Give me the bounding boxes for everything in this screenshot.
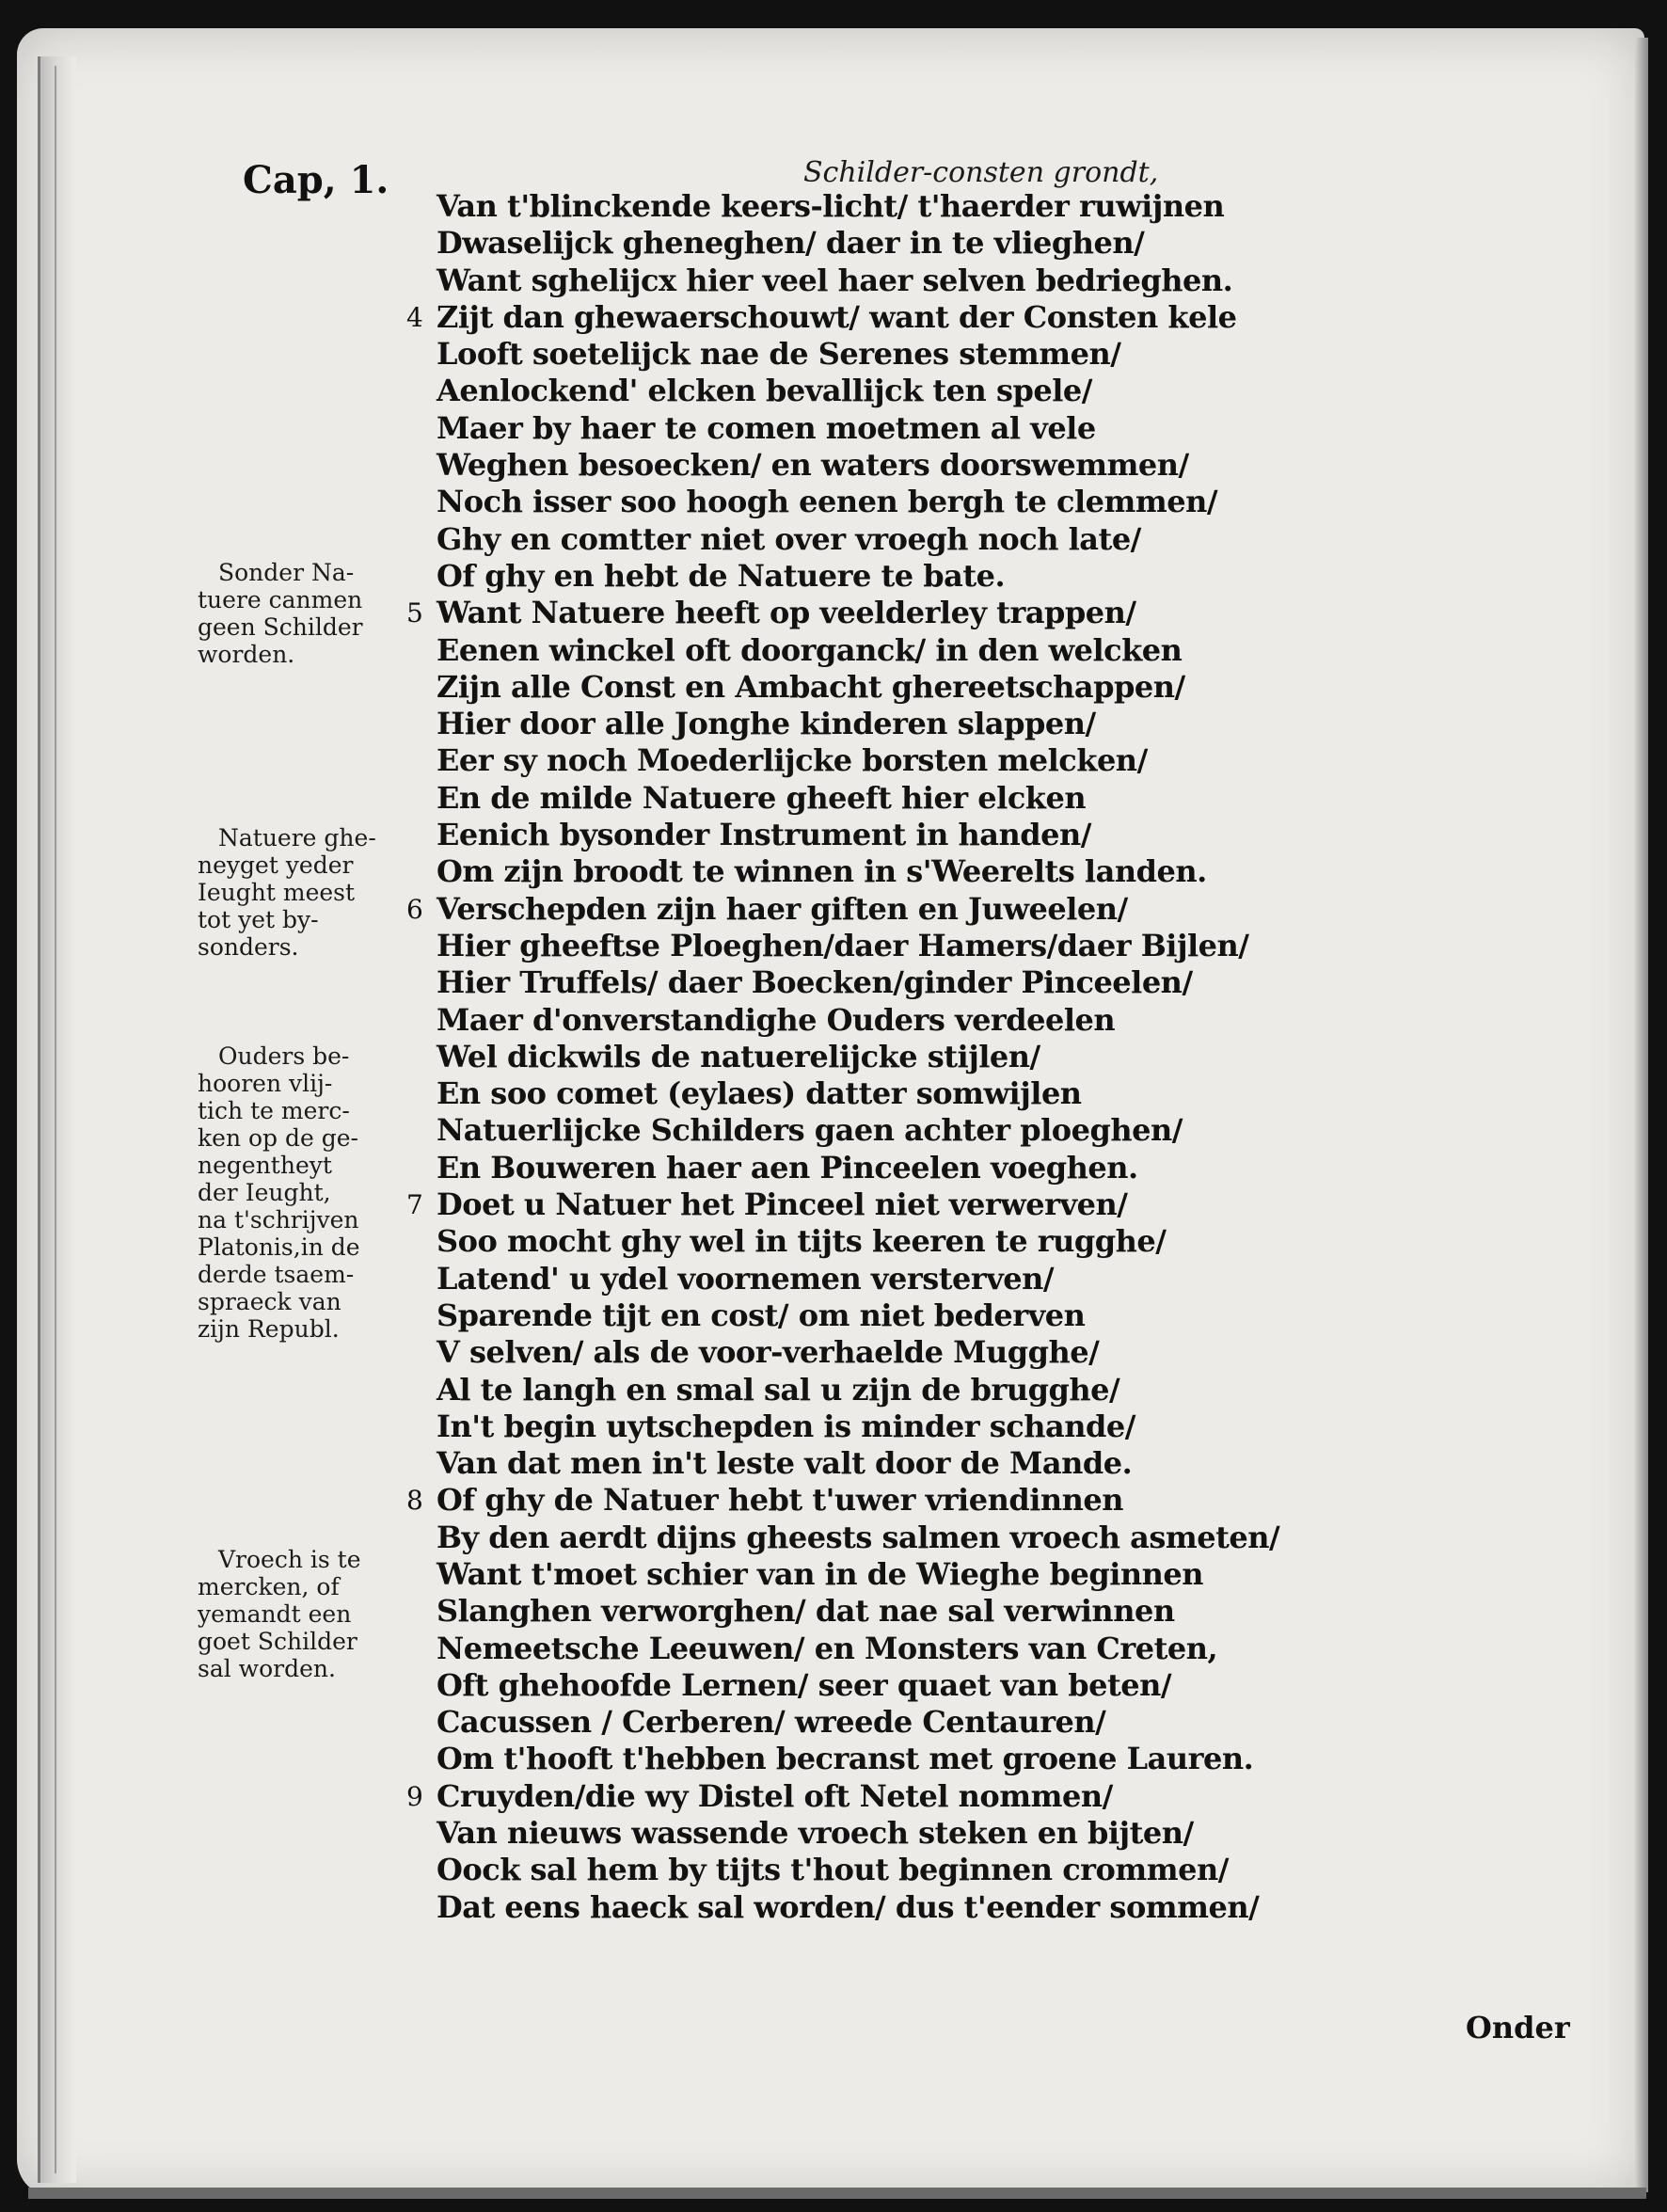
verse-line: [374, 1889, 1296, 1926]
verse-text: Looft soetelijck nae de Serenes stemmen/: [437, 336, 1121, 373]
verse-line: [374, 188, 1296, 225]
margin-note-line: neyget yeder: [198, 851, 354, 879]
verse-text: Slanghen verworghen/ dat nae sal verwinnen: [437, 1593, 1175, 1630]
verse-line: [374, 964, 1296, 1001]
verse-line: [374, 1075, 1296, 1112]
margin-note-line: na t'schrijven: [198, 1206, 359, 1233]
verse-text: Nemeetsche Leeuwen/ en Monsters van Creten,: [437, 1630, 1218, 1666]
verse-text: Al te langh en smal sal u zijn de brugghe/: [437, 1371, 1120, 1408]
verse-line: [374, 1520, 1296, 1556]
margin-note-line: mercken, of: [198, 1573, 340, 1600]
verse-text: Want Natuere heeft op veelderley trappen/: [437, 595, 1136, 631]
verse-text: Soo mocht ghy wel in tijts keeren te rugghe/: [437, 1223, 1167, 1260]
page-gutter: [38, 56, 76, 2183]
margin-note-line: negentheyt: [198, 1152, 332, 1179]
verse-text: Eenen winckel oft doorganck/ in den welcken: [437, 631, 1183, 668]
margin-note-line: Platonis,in de: [198, 1233, 360, 1261]
verse-line: [374, 484, 1296, 520]
margin-note-line: Vroech is te: [218, 1546, 361, 1573]
stanza-number: 4: [406, 301, 423, 333]
verse-line: [374, 1704, 1296, 1741]
margin-note: [198, 1546, 395, 1682]
verse-text: Zijn alle Const en Ambacht ghereetschappen/: [437, 668, 1185, 705]
stanza-number: 8: [406, 1485, 423, 1517]
verse-text: Natuerlijcke Schilders gaen achter ploeghen/: [437, 1112, 1183, 1149]
margin-note-line: hooren vlij-: [198, 1070, 333, 1097]
verse-text: V selven/ als de voor-verhaelde Mugghe/: [437, 1334, 1100, 1371]
page-edge-bottom: [28, 2188, 1646, 2199]
verse-text: Van t'blinckende keers-licht/ t'haerder ruwijnen: [437, 188, 1225, 224]
chapter-label: Cap, 1.: [243, 158, 389, 202]
verse-text: Cruyden/die wy Distel oft Netel nommen/: [437, 1777, 1113, 1814]
verse-body: [374, 188, 1296, 1926]
verse-line: [374, 1112, 1296, 1149]
verse-line: [374, 1445, 1296, 1482]
verse-text: Doet u Natuer het Pinceel niet verwerven/: [437, 1186, 1128, 1223]
verse-line: [374, 1334, 1296, 1371]
margin-note-line: sonders.: [198, 933, 299, 961]
verse-line: [374, 447, 1296, 484]
verse-line: [374, 1667, 1296, 1704]
margin-note-line: yemandt een: [198, 1600, 352, 1628]
verse-text: Want sghelijcx hier veel haer selven bedrieghen.: [437, 262, 1233, 298]
verse-line: [374, 1372, 1296, 1408]
verse-text: By den aerdt dijns gheests salmen vroech asmeten/: [437, 1519, 1280, 1555]
verse-line: [374, 410, 1296, 447]
verse-text: Sparende tijt en cost/ om niet bederven: [437, 1297, 1086, 1333]
verse-line: [374, 595, 1296, 631]
verse-line: [374, 1261, 1296, 1297]
stanza-number: 9: [406, 1780, 423, 1812]
verse-text: Dwaselijck gheneghen/ daer in te vlieghen/: [437, 225, 1145, 262]
stanza-number: 7: [406, 1189, 423, 1221]
verse-line: [374, 1778, 1296, 1815]
margin-note-line: der Ieught,: [198, 1179, 331, 1206]
verse-line: [374, 1852, 1296, 1888]
margin-note-line: Sonder Na-: [218, 559, 355, 586]
margin-note-line: goet Schilder: [198, 1628, 357, 1655]
verse-line: [374, 373, 1296, 409]
margin-note-line: spraeck van: [198, 1288, 341, 1315]
margin-note-line: zijn Republ.: [198, 1315, 340, 1343]
verse-line: [374, 780, 1296, 817]
verse-text: Hier Truffels/ daer Boecken/ginder Pinceelen/: [437, 964, 1193, 1001]
verse-line: [374, 1482, 1296, 1519]
margin-note-line: tich te merc-: [198, 1097, 350, 1124]
margin-note-line: worden.: [198, 641, 295, 668]
margin-note: [198, 1042, 395, 1343]
verse-line: [374, 1297, 1296, 1334]
margin-note-line: sal worden.: [198, 1655, 336, 1682]
verse-text: En soo comet (eylaes) datter somwijlen: [437, 1075, 1082, 1112]
verse-line: [374, 742, 1296, 779]
verse-line: [374, 299, 1296, 336]
verse-line: [374, 632, 1296, 669]
verse-text: Wel dickwils de natuerelijcke stijlen/: [437, 1038, 1040, 1074]
verse-line: [374, 669, 1296, 706]
verse-text: En de milde Natuere gheeft hier elcken: [437, 779, 1087, 816]
verse-text: Eenich bysonder Instrument in handen/: [437, 817, 1091, 853]
verse-line: [374, 1186, 1296, 1223]
verse-line: [374, 891, 1296, 928]
verse-text: Zijt dan ghewaerschouwt/ want der Consten kele: [437, 298, 1237, 335]
verse-line: [374, 336, 1296, 373]
verse-text: Cacussen / Cerberen/ wreede Centauren/: [437, 1704, 1106, 1741]
verse-line: [374, 558, 1296, 595]
verse-line: [374, 263, 1296, 299]
verse-text: Om zijn broodt te winnen in s'Weerelts landen.: [437, 853, 1207, 890]
verse-line: [374, 1002, 1296, 1039]
gutter-fold-line: [55, 66, 56, 2173]
verse-line: [374, 521, 1296, 558]
verse-text: In't begin uytschepden is minder schande/: [437, 1408, 1135, 1444]
verse-text: Maer by haer te comen moetmen al vele: [437, 409, 1096, 446]
verse-text: Latend' u ydel voornemen versterven/: [437, 1260, 1055, 1297]
verse-text: Dat eens haeck sal worden/ dus t'eender sommen/: [437, 1888, 1260, 1925]
verse-line: [374, 1815, 1296, 1852]
verse-line: [374, 225, 1296, 262]
verse-text: Noch isser soo hoogh eenen bergh te clemmen/: [437, 484, 1218, 520]
catchword: Onder: [1466, 2010, 1570, 2045]
verse-text: Want t'moet schier van in de Wieghe beginnen: [437, 1555, 1204, 1592]
verse-line: [374, 1741, 1296, 1777]
stanza-number: 5: [406, 597, 423, 629]
verse-line: [374, 1223, 1296, 1260]
verse-text: Hier door alle Jonghe kinderen slappen/: [437, 706, 1096, 742]
verse-line: [374, 1408, 1296, 1445]
margin-note-line: tot yet by-: [198, 906, 319, 933]
verse-text: Of ghy en hebt de Natuere te bate.: [437, 557, 1006, 594]
verse-text: Verschepden zijn haer giften en Juweelen/: [437, 890, 1128, 927]
verse-line: [374, 1150, 1296, 1186]
verse-text: Oock sal hem by tijts t'hout beginnen crommen/: [437, 1852, 1229, 1888]
verse-text: Om t'hooft t'hebben becranst met groene Lauren.: [437, 1741, 1254, 1777]
margin-note-line: ken op de ge-: [198, 1124, 358, 1152]
margin-note: [198, 824, 395, 961]
margin-note-line: Ieught meest: [198, 879, 356, 906]
verse-text: Weghen besoecken/ en waters doorswemmen/: [437, 447, 1189, 484]
verse-line: [374, 1631, 1296, 1667]
running-head: Schilder-consten grondt,: [803, 156, 1159, 189]
margin-note-line: derde tsaem-: [198, 1261, 355, 1288]
verse-text: Ghy en comtter niet over vroegh noch late/: [437, 520, 1141, 557]
verse-text: Van nieuws wassende vroech steken en bijten/: [437, 1815, 1194, 1852]
verse-text: En Bouweren haer aen Pinceelen voeghen.: [437, 1149, 1138, 1186]
verse-text: Aenlockend' elcken bevallijck ten spele/: [437, 373, 1092, 409]
verse-line: [374, 853, 1296, 890]
verse-line: [374, 1039, 1296, 1075]
margin-note-line: Ouders be-: [218, 1042, 350, 1070]
margin-note-line: Natuere ghe-: [218, 824, 376, 851]
margin-note: [198, 559, 395, 668]
margin-note-line: tuere canmen: [198, 586, 363, 613]
verse-text: Maer d'onverstandighe Ouders verdeelen: [437, 1001, 1116, 1038]
verse-line: [374, 1593, 1296, 1630]
verse-text: Oft ghehoofde Lernen/ seer quaet van beten/: [437, 1666, 1172, 1703]
verse-text: Hier gheeftse Ploeghen/daer Hamers/daer Bijlen/: [437, 927, 1249, 963]
verse-line: [374, 1556, 1296, 1593]
verse-text: Eer sy noch Moederlijcke borsten melcken/: [437, 742, 1148, 779]
verse-line: [374, 928, 1296, 964]
margin-note-line: geen Schilder: [198, 613, 363, 641]
verse-text: Of ghy de Natuer hebt t'uwer vriendinnen: [437, 1482, 1124, 1519]
verse-line: [374, 817, 1296, 853]
verse-line: [374, 706, 1296, 742]
page-edge-right: [1635, 38, 1648, 2192]
stanza-number: 6: [406, 893, 423, 925]
verse-text: Van dat men in't leste valt door de Mande.: [437, 1445, 1133, 1482]
